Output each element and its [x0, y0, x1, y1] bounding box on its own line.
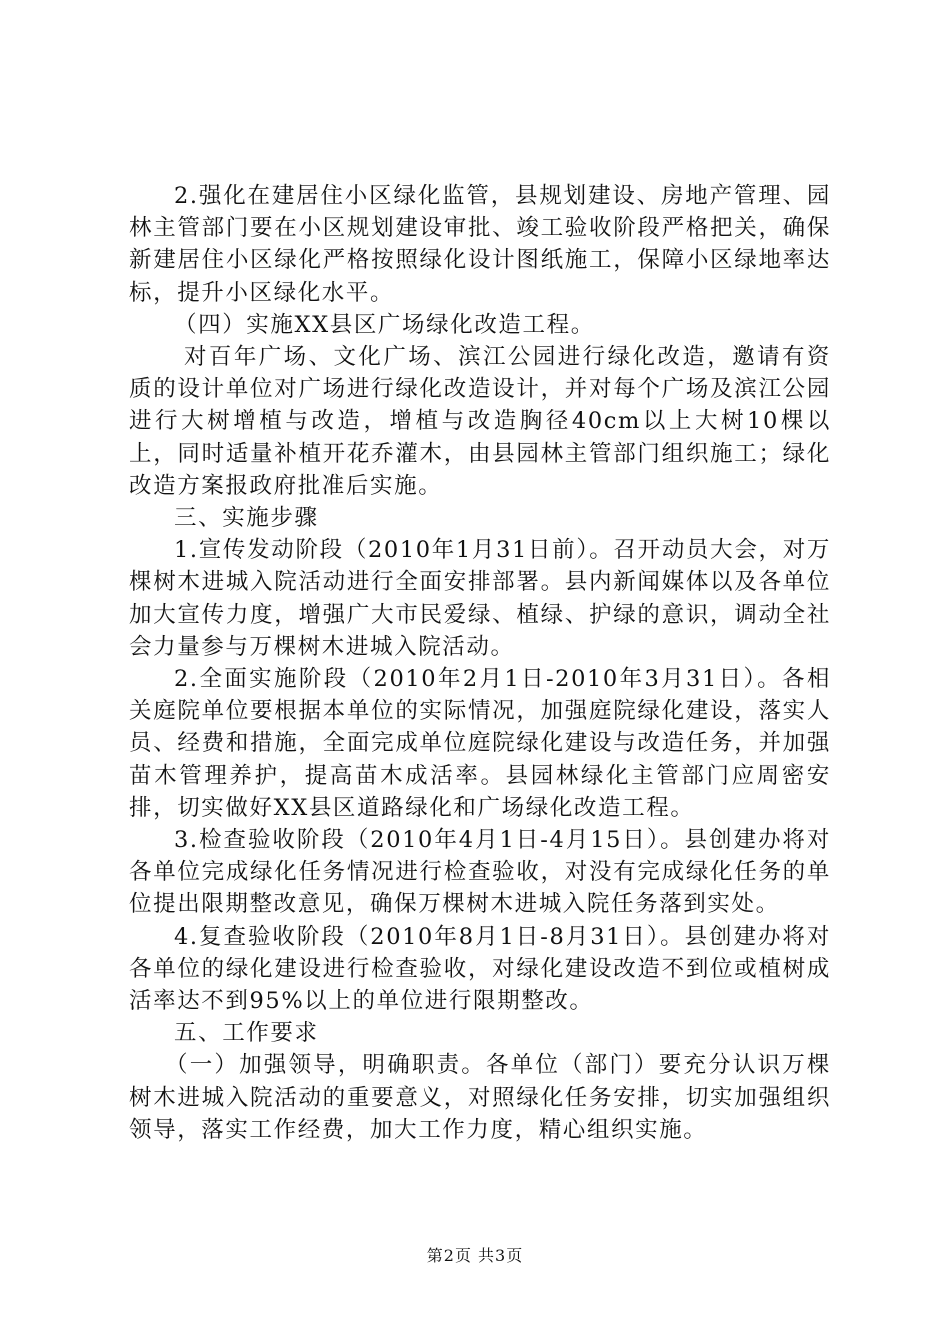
heading-implementation-steps: 三、实施步骤 — [174, 505, 319, 532]
paragraph-step-4: 4.复查验收阶段（2010年8月1日-8月31日）。县创建办将对各单位的绿化建设进行检查验收，对绿化建设改造不到位或植树成活率达不到95%以上的单位进行限期整改。 — [129, 923, 831, 1015]
paragraph-step-1: 1.宣传发动阶段（2010年1月31日前）。召开动员大会，对万棵树木进城入院活动进行全面安排部署。县内新闻媒体以及各单位加大宣传力度，增强广大市民爱绿、植绿、护绿的意识，调动全社会力量参与万棵树木进城入院活动。 — [129, 537, 831, 660]
paragraph-requirement-1: （一）加强领导，明确职责。各单位（部门）要充分认识万棵树木进城入院活动的重要意义，对照绿化任务安排，切实加强组织领导，落实工作经费，加大工作力度，精心组织实施。 — [129, 1052, 831, 1143]
page-number-footer: 第2页 共3页 — [426, 1246, 524, 1265]
heading-plaza-greening: （四）实施XX县区广场绿化改造工程。 — [174, 311, 595, 338]
paragraph-step-3: 3.检查验收阶段（2010年4月1日-4月15日）。县创建办将对各单位完成绿化任务情况进行检查验收，对没有完成绿化任务的单位提出限期整改意见，确保万棵树木进城入院任务落到实处。 — [129, 827, 831, 918]
paragraph-plaza-greening: 对百年广场、文化广场、滨江公园进行绿化改造，邀请有资质的设计单位对广场进行绿化改造设计，并对每个广场及滨江公园进行大树增植与改造，增植与改造胸径40cm以上大树10棵以上，同时适量补植开花乔灌木，由县园林主管部门组织施工；绿化改造方案报政府批准后实施。 — [129, 344, 831, 499]
document-body — [129, 180, 831, 1146]
paragraph-step-2: 2.全面实施阶段（2010年2月1日-2010年3月31日）。各相关庭院单位要根据本单位的实际情况，加强庭院绿化建设，落实人员、经费和措施，全面完成单位庭院绿化建设与改造任务，并加强苗木管理养护，提高苗木成活率。县园林绿化主管部门应周密安排，切实做好XX县区道路绿化和广场绿化改造工程。 — [129, 666, 831, 821]
paragraph-residential-greening: 2.强化在建居住小区绿化监管，县规划建设、房地产管理、园林主管部门要在小区规划建设审批、竣工验收阶段严格把关，确保新建居住小区绿化严格按照绿化设计图纸施工，保障小区绿地率达标，提升小区绿化水平。 — [129, 183, 831, 306]
heading-work-requirements: 五、工作要求 — [174, 1020, 319, 1047]
